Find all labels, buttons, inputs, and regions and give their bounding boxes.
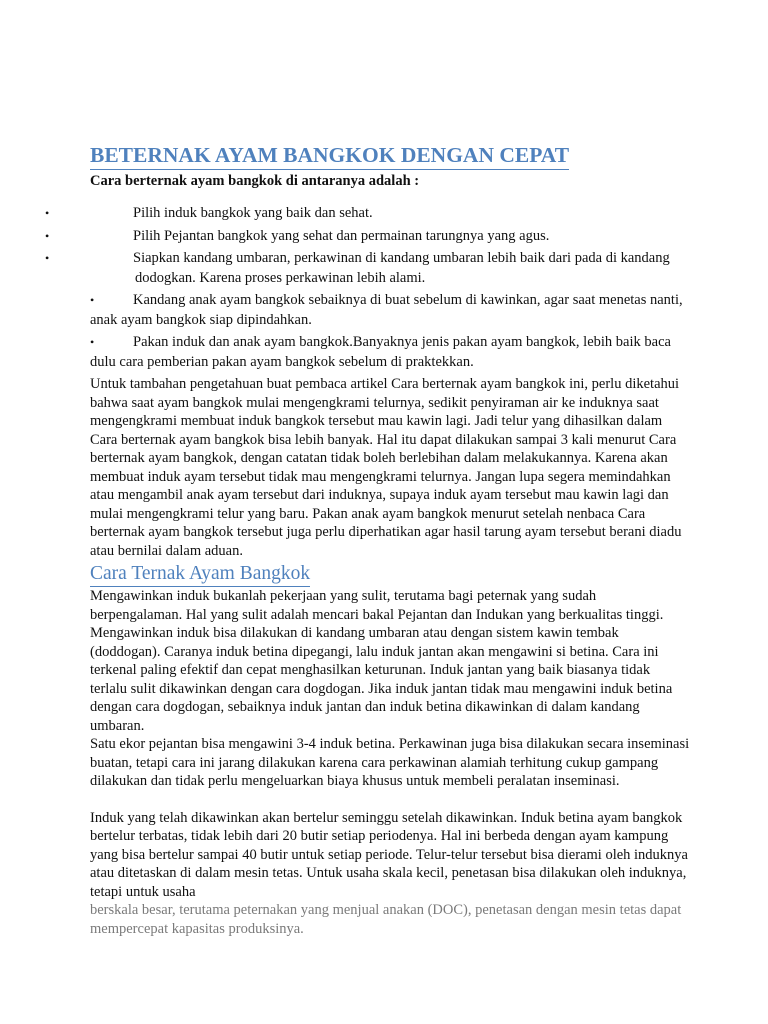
- bullet-item: [45, 249, 690, 288]
- bullet-text: Pakan induk dan anak ayam bangkok.Banyaknya jenis pakan ayam bangkok, lebih baik baca dulu cara pemberian pakan ayam bangkok sebelum di praktekkan.: [90, 334, 671, 370]
- bullet-list: [45, 204, 690, 372]
- bullet-text: Pilih induk bangkok yang baik dan sehat.: [133, 205, 373, 221]
- bullet-item: [90, 291, 690, 330]
- bullet-text: Kandang anak ayam bangkok sebaiknya di buat sebelum di kawinkan, agar saat menetas nanti, anak ayam bangkok siap dipindahkan.: [90, 292, 683, 328]
- body-paragraph: Satu ekor pejantan bisa mengawini 3-4 induk betina. Perkawinan juga bisa dilakukan secara inseminasi buatan, tetapi cara ini jarang dilakukan karena cara perkawinan alamiah terhitung cukup gampang dilakukan dan tidak perlu mengeluarkan biaya khusus untuk membeli peralatan inseminasi.: [90, 736, 690, 789]
- body-paragraph: Induk yang telah dikawinkan akan bertelur seminggu setelah dikawinkan. Induk betina ayam bangkok bertelur terbatas, tidak lebih dari 20 butir setiap periodenya. Hal ini berbeda dengan ayam kampung yang bisa bertelur sampai 40 butir untuk setiap periode. Telur-telur tersebut bisa dierami oleh induknya atau ditetaskan di dalam mesin tetas. Untuk usaha skala kecil, penetasan bisa dilakukan oleh induknya, tetapi untuk usaha: [90, 809, 688, 900]
- bullet-item: [90, 333, 690, 372]
- body-paragraph: Mengawinkan induk bukanlah pekerjaan yang sulit, terutama bagi peternak yang sudah berpengalaman. Hal yang sulit adalah mencari bakal Pejantan dan Indukan yang berkualitas tinggi. Mengawinkan induk bisa dilakukan di kandang umbaran atau dengan sistem kawin tembak (doddogan). Caranya induk betina dipegangi, lalu induk jantan akan mengawini si betina. Cara ini terkenal paling efektif dan cepat menghasilkan keturunan. Induk jantan yang baik biasanya tidak terlalu sulit dikawinkan dengan cara dogdogan. Jika induk jantan tidak mau mengawini induk betina dengan cara dogdogan, sebaiknya induk jantan dan induk betina dikawinkan di dalam kandang umbaran.: [90, 588, 673, 734]
- faded-paragraph: berskala besar, terutama peternakan yang menjual anakan (DOC), penetasan dengan mesin tetas dapat mempercepat kapasitas produksinya.: [90, 902, 682, 937]
- bullet-icon: •: [90, 335, 95, 349]
- bullet-item: [45, 204, 690, 224]
- bullet-text: Siapkan kandang umbaran, perkawinan di kandang umbaran lebih baik dari pada di kandang dodogkan. Karena proses perkawinan lebih alami.: [133, 250, 670, 286]
- bullet-text: Pilih Pejantan bangkok yang sehat dan permainan tarungnya yang agus.: [133, 227, 550, 244]
- document-content: [45, 142, 690, 938]
- body-paragraph: Untuk tambahan pengetahuan buat pembaca artikel Cara berternak ayam bangkok ini, perlu diketahui bahwa saat ayam bangkok mulai mengengkrami telurnya, sedikit penyiraman air ke induknya saat mengengkrami membuat induk bangkok tersebut mau kawin lagi. Jadi telur yang dihasilkan dalam Cara berternak ayam bangkok bisa lebih banyak. Hal itu dapat dilakukan sampai 3 kali menurut Cara berternak ayam bangkok, dengan catatan tidak boleh berlebihan dalam melakukannya. Karena akan membuat induk ayam tersebut tidak mau mengengkrami telurnya. Jangan lupa segera memindahkan atau mengambil anak ayam tersebut dari induknya, supaya induk ayam tersebut mau kawin lagi dan mulai mengengkrami telur yang baru. Pakan anak ayam bangkok menurut setelah nenbaca Cara berternak ayam bangkok tersebut juga perlu diperhatikan agar hasil tarung ayam tersebut berani diadu atau bernilai dalam aduan.: [90, 376, 682, 559]
- bullet-icon: •: [45, 251, 50, 265]
- bullet-icon: •: [45, 206, 50, 220]
- document-title: BETERNAK AYAM BANGKOK DENGAN CEPAT: [90, 142, 569, 170]
- intro-text: Cara berternak ayam bangkok di antaranya adalah :: [90, 173, 420, 189]
- bullet-icon: •: [90, 293, 95, 307]
- bullet-item: [45, 227, 690, 247]
- paragraph-spacer: [90, 791, 690, 809]
- bullet-icon: •: [45, 228, 50, 243]
- section-heading: Cara Ternak Ayam Bangkok: [90, 562, 310, 587]
